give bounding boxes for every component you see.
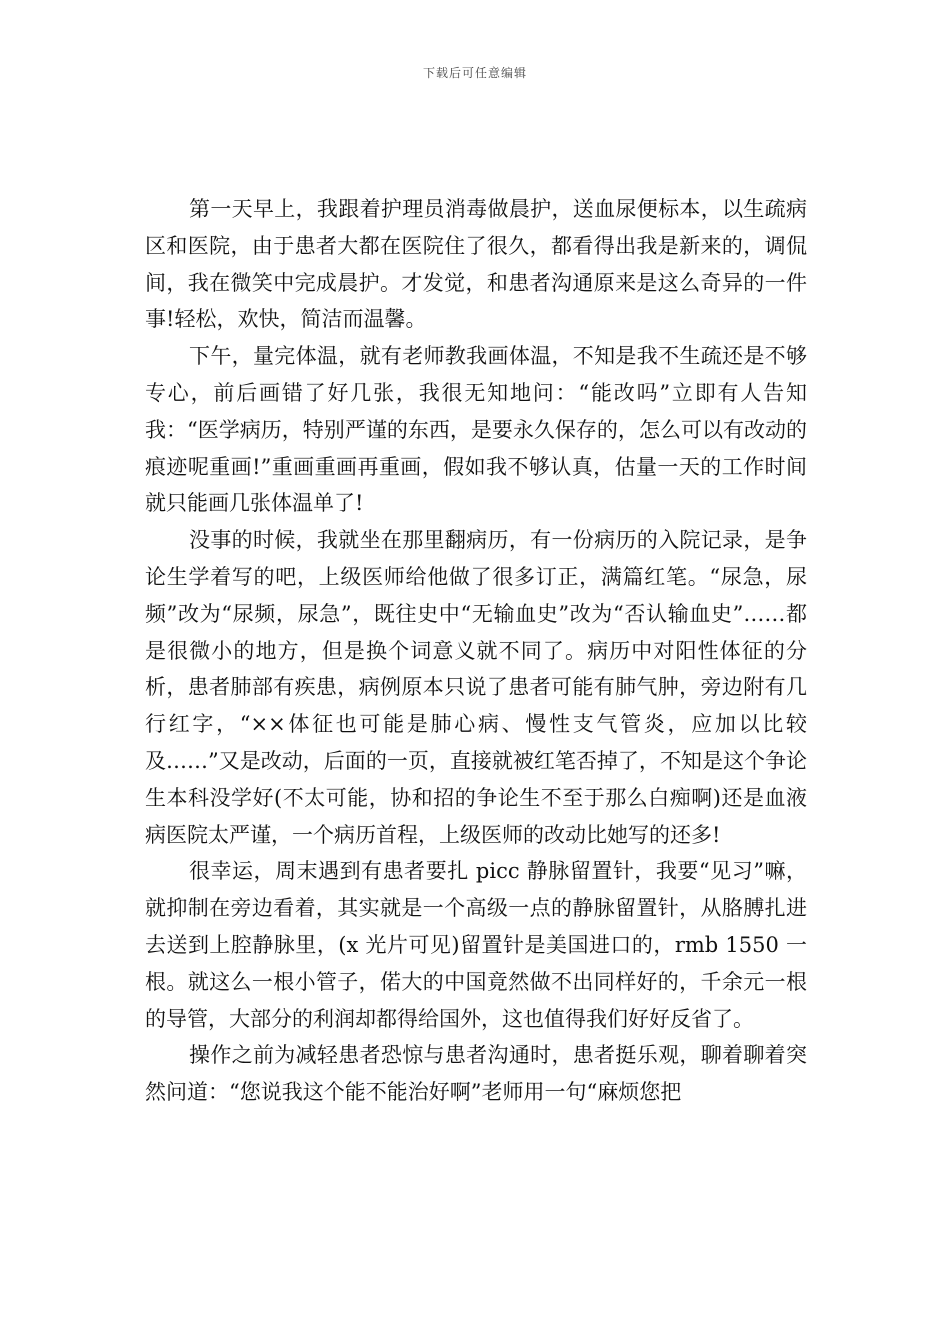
page-header: 下载后可任意编辑 — [422, 66, 527, 80]
paragraph-picc-line: 很幸运，周末遇到有患者要扎 picc 静脉留置针，我要“见习”嘛，就抑制在旁边看着，其实就是一个高级一点的静脉留置针，从胳膊扎进去送到上腔静脉里，(x 光片可见)留置针是美国进口的，rmb 1550 一根。就这么一根小管子，偌大的中国竟然做不出同样好的，千余元一根的导管，大部分的利润却都得给国外，这也值得我们好好反省了。 — [145, 859, 807, 1031]
paragraph-morning-care: 第一天早上，我跟着护理员消毒做晨护，送血尿便标本，以生疏病区和医院，由于患者大都在医院住了很久，都看得出我是新来的，调侃间，我在微笑中完成晨护。才发觉，和患者沟通原来是这么奇异的一件事!轻松，欢快，简洁而温馨。 — [145, 197, 807, 332]
paragraph-temperature-chart: 下午，量完体温，就有老师教我画体温，不知是我不生疏还是不够专心，前后画错了好几张，我很无知地问：“能改吗”立即有人告知我：“医学病历，特别严谨的东西，是要永久保存的，怎么可以有改动的痕迹呢重画!”重画重画再重画，假如我不够认真，估量一天的工作时间就只能画几张体温单了! — [145, 344, 807, 516]
paragraph-patient-communication: 操作之前为减轻患者恐惊与患者沟通时，患者挺乐观，聊着聊着突然问道：“您说我这个能不能治好啊”老师用一句“麻烦您把 — [145, 1043, 807, 1105]
paragraph-medical-records: 没事的时候，我就坐在那里翻病历，有一份病历的入院记录，是争论生学着写的吧，上级医师给他做了很多订正，满篇红笔。“尿急，尿频”改为“尿频，尿急”，既往史中“无输血史”改为“否认输血史”……都是很微小的地方，但是换个词意义就不同了。病历中对阳性体征的分析，患者肺部有疾患，病例原本只说了患者可能有肺气肿，旁边附有几行红字，“××体征也可能是肺心病、慢性支气管炎，应加以比较及……”又是改动，后面的一页，直接就被红笔否掉了，不知是这个争论生本科没学好(不太可能，协和招的争论生不至于那么白痴啊)还是血液病医院太严谨，一个病历首程，上级医师的改动比她写的还多! — [145, 528, 807, 847]
document-body — [145, 191, 807, 1111]
